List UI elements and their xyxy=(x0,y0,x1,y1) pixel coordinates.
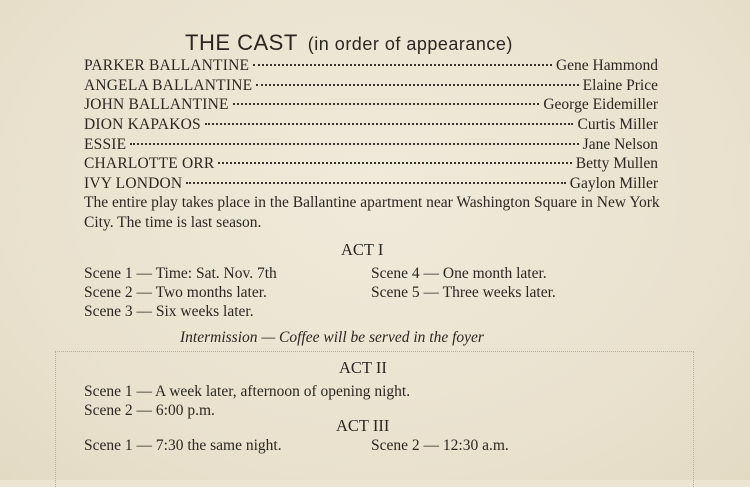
dot-leader xyxy=(130,143,578,145)
cast-actor: Betty Mullen xyxy=(575,155,658,173)
cast-role: IVY LONDON xyxy=(84,175,183,193)
act1-scene-1: Scene 1 — Time: Sat. Nov. 7th xyxy=(84,265,277,282)
act1-scene-3: Scene 3 — Six weeks later. xyxy=(84,303,254,320)
cast-actor: Gaylon Miller xyxy=(569,175,658,193)
cast-title xyxy=(185,30,513,56)
act1-scene-2: Scene 2 — Two months later. xyxy=(84,284,267,301)
cast-subtitle: (in order of appearance) xyxy=(307,34,513,54)
dot-leader xyxy=(186,182,565,184)
cast-role: CHARLOTTE ORR xyxy=(84,155,215,173)
cast-row xyxy=(84,56,658,76)
cast-role: ANGELA BALLANTINE xyxy=(84,76,253,94)
cast-actor: Elaine Price xyxy=(582,76,658,94)
cast-row xyxy=(84,174,658,194)
cast-row xyxy=(84,76,658,96)
cast-role: DION KAPAKOS xyxy=(84,116,201,134)
cast-row xyxy=(84,95,658,115)
act3-heading: ACT III xyxy=(336,416,390,435)
cast-role: JOHN BALLANTINE xyxy=(84,96,229,114)
cast-actor: Jane Nelson xyxy=(582,135,658,153)
cast-actor: Curtis Miller xyxy=(577,116,658,134)
cast-actor: George Eidemiller xyxy=(543,96,658,114)
act3-scene-2: Scene 2 — 12:30 a.m. xyxy=(371,437,509,454)
cast-row xyxy=(84,135,658,155)
intermission-note: Intermission — Coffee will be served in the foyer xyxy=(180,329,484,346)
cast-row xyxy=(84,154,658,174)
act2-scene-2: Scene 2 — 6:00 p.m. xyxy=(84,402,215,419)
cast-title-text: THE CAST xyxy=(185,30,298,55)
setting-paragraph: The entire play takes place in the Ballantine apartment near Washington Square in New York City. The time is last season. xyxy=(84,194,660,231)
act1-scene-4: Scene 4 — One month later. xyxy=(371,265,547,282)
dot-leader xyxy=(256,84,578,86)
cast-role: PARKER BALLANTINE xyxy=(84,57,250,74)
dot-leader xyxy=(205,123,574,125)
dot-leader xyxy=(233,103,540,105)
cast-list xyxy=(84,56,658,194)
cast-role: ESSIE xyxy=(84,135,127,153)
dot-leader xyxy=(253,64,552,66)
act1-scene-5: Scene 5 — Three weeks later. xyxy=(371,284,556,301)
act3-scene-1: Scene 1 — 7:30 the same night. xyxy=(84,437,282,454)
cast-actor: Gene Hammond xyxy=(555,57,658,74)
act2-heading: ACT II xyxy=(339,358,387,377)
cast-row xyxy=(84,115,658,135)
dot-leader xyxy=(218,162,571,164)
act2-scene-1: Scene 1 — A week later, afternoon of opening night. xyxy=(84,383,411,400)
act1-heading: ACT I xyxy=(341,240,384,259)
